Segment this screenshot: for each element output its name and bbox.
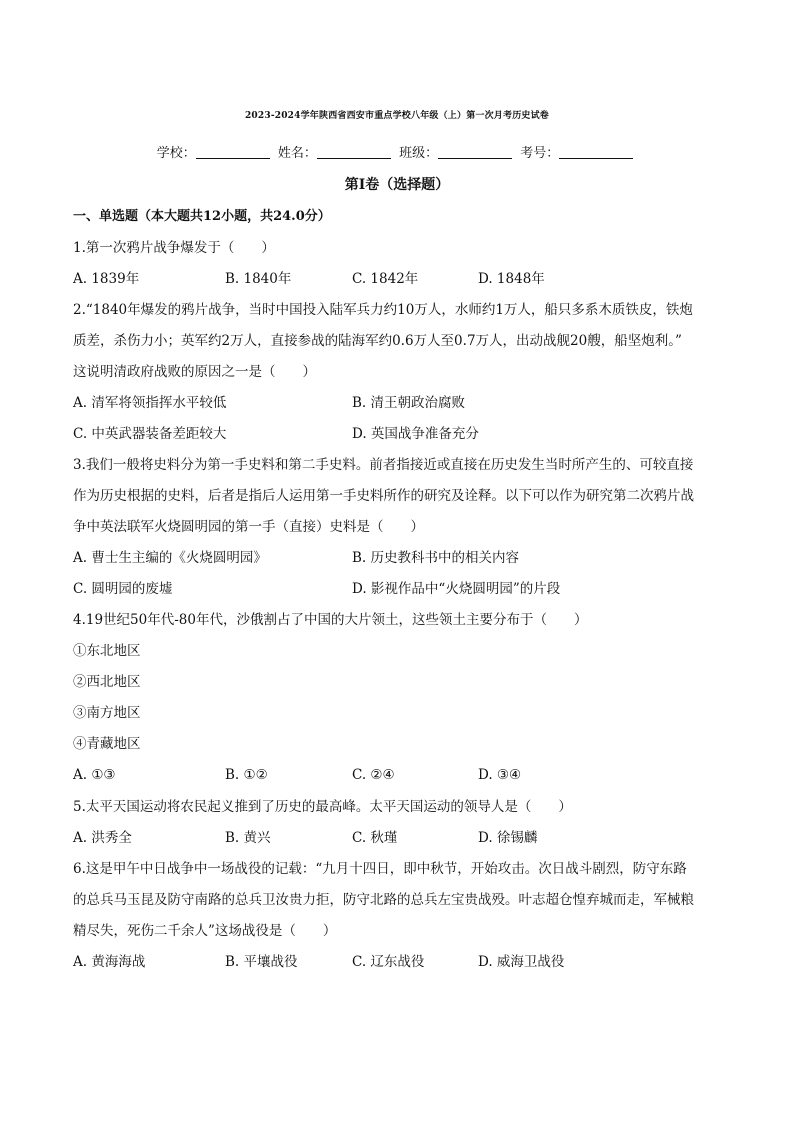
q3-option-d: D. 影视作品中“火烧圆明园”的片段: [352, 581, 561, 597]
q5-option-a: A. 洪秀全: [73, 830, 132, 846]
class-label: 班级：: [399, 146, 439, 161]
q3-option-a: A. 曹士生主编的《火烧圆明园》: [73, 550, 267, 566]
question-6-stem-line-3: 精尽失，死伤二千余人”这场战役是（ ）: [73, 923, 337, 939]
q3-option-c: C. 圆明园的废墟: [73, 581, 173, 597]
question-2-stem-line-2: 质差，杀伤力小；英军约2万人，直接参战的陆海军约0.6万人至0.7万人，出动战舰20艘，船坚炮利。”: [73, 333, 682, 349]
q6-option-b: B. 平壤战役: [225, 954, 298, 970]
q2-option-c: C. 中英武器装备差距较大: [73, 426, 227, 442]
question-6-stem-line-2: 的总兵马玉昆及防守南路的总兵卫汝贵力拒，防守北路的总兵左宝贵战殁。叶志超仓惶弃城而走，军械粮: [73, 892, 694, 908]
q6-option-c: C. 辽东战役: [352, 954, 425, 970]
q6-option-d: D. 威海卫战役: [478, 954, 565, 970]
q1-option-a: A. 1839年: [73, 271, 140, 287]
exam-title: 2023-2024学年陕西省西安市重点学校八年级（上）第一次月考历史试卷: [244, 111, 550, 121]
exam-number-blank: [559, 144, 633, 159]
q5-option-d: D. 徐锡麟: [478, 830, 538, 846]
question-2-stem-line-1: 2.“1840年爆发的鸦片战争，当时中国投入陆军兵力约10万人，水师约1万人，船只多系木质铁皮，铁炮: [73, 302, 693, 318]
exam-number-label: 考号：: [520, 146, 560, 161]
q2-option-b: B. 清王朝政治腐败: [352, 395, 466, 411]
q1-option-d: D. 1848年: [478, 271, 545, 287]
q4-item-1: ①东北地区: [73, 643, 141, 659]
q4-item-2: ②西北地区: [73, 674, 141, 690]
school-blank: [196, 144, 270, 159]
q4-option-c: C. ②④: [352, 767, 395, 783]
q1-option-c: C. 1842年: [352, 271, 419, 287]
q5-option-c: C. 秋瑾: [352, 830, 398, 846]
q5-option-b: B. 黄兴: [225, 830, 271, 846]
question-5-stem: 5.太平天国运动将农民起义推到了历史的最高峰。太平天国运动的领导人是（ ）: [73, 799, 572, 815]
question-3-stem-line-1: 3.我们一般将史料分为第一手史料和第二手史料。前者指接近或直接在历史发生当时所产生的、可较直接: [73, 457, 694, 473]
name-label: 姓名：: [277, 146, 317, 161]
question-4-stem: 4.19世纪50年代-80年代，沙俄割占了中国的大片领土，这些领土主要分布于（ ）: [73, 612, 588, 628]
section-heading: 一、单选题（本大题共12小题，共24.0分）: [73, 209, 331, 224]
question-6-stem-line-1: 6.这是甲午中日战争中一场战役的记载：“九月十四日，即中秋节，开始攻击。次日战斗剧烈，防守东路: [73, 861, 687, 877]
q1-option-b: B. 1840年: [225, 271, 292, 287]
q6-option-a: A. 黄海海战: [73, 954, 146, 970]
q4-option-b: B. ①②: [225, 767, 268, 783]
question-1-stem: 1.第一次鸦片战争爆发于（ ）: [73, 240, 275, 256]
question-3-stem-line-3: 争中英法联军火烧圆明园的第一手（直接）史料是（ ）: [73, 519, 424, 535]
student-info-row: [0, 144, 794, 164]
q4-item-4: ④青藏地区: [73, 736, 141, 752]
q2-option-d: D. 英国战争准备充分: [352, 426, 479, 442]
q4-option-d: D. ③④: [478, 767, 522, 783]
question-3-stem-line-2: 作为历史根据的史料，后者是指后人运用第一手史料所作的研究及诠释。以下可以作为研究第二次鸦片战: [73, 488, 694, 504]
school-label: 学校：: [156, 146, 196, 161]
volume-heading: 第I卷（选择题）: [344, 177, 450, 193]
q4-option-a: A. ①③: [73, 767, 116, 783]
question-2-stem-line-3: 这说明清政府战败的原因之一是（ ）: [73, 364, 316, 380]
q2-option-a: A. 清军将领指挥水平较低: [73, 395, 227, 411]
q3-option-b: B. 历史教科书中的相关内容: [352, 550, 520, 566]
class-blank: [438, 144, 512, 159]
name-blank: [317, 144, 391, 159]
q4-item-3: ③南方地区: [73, 705, 141, 721]
